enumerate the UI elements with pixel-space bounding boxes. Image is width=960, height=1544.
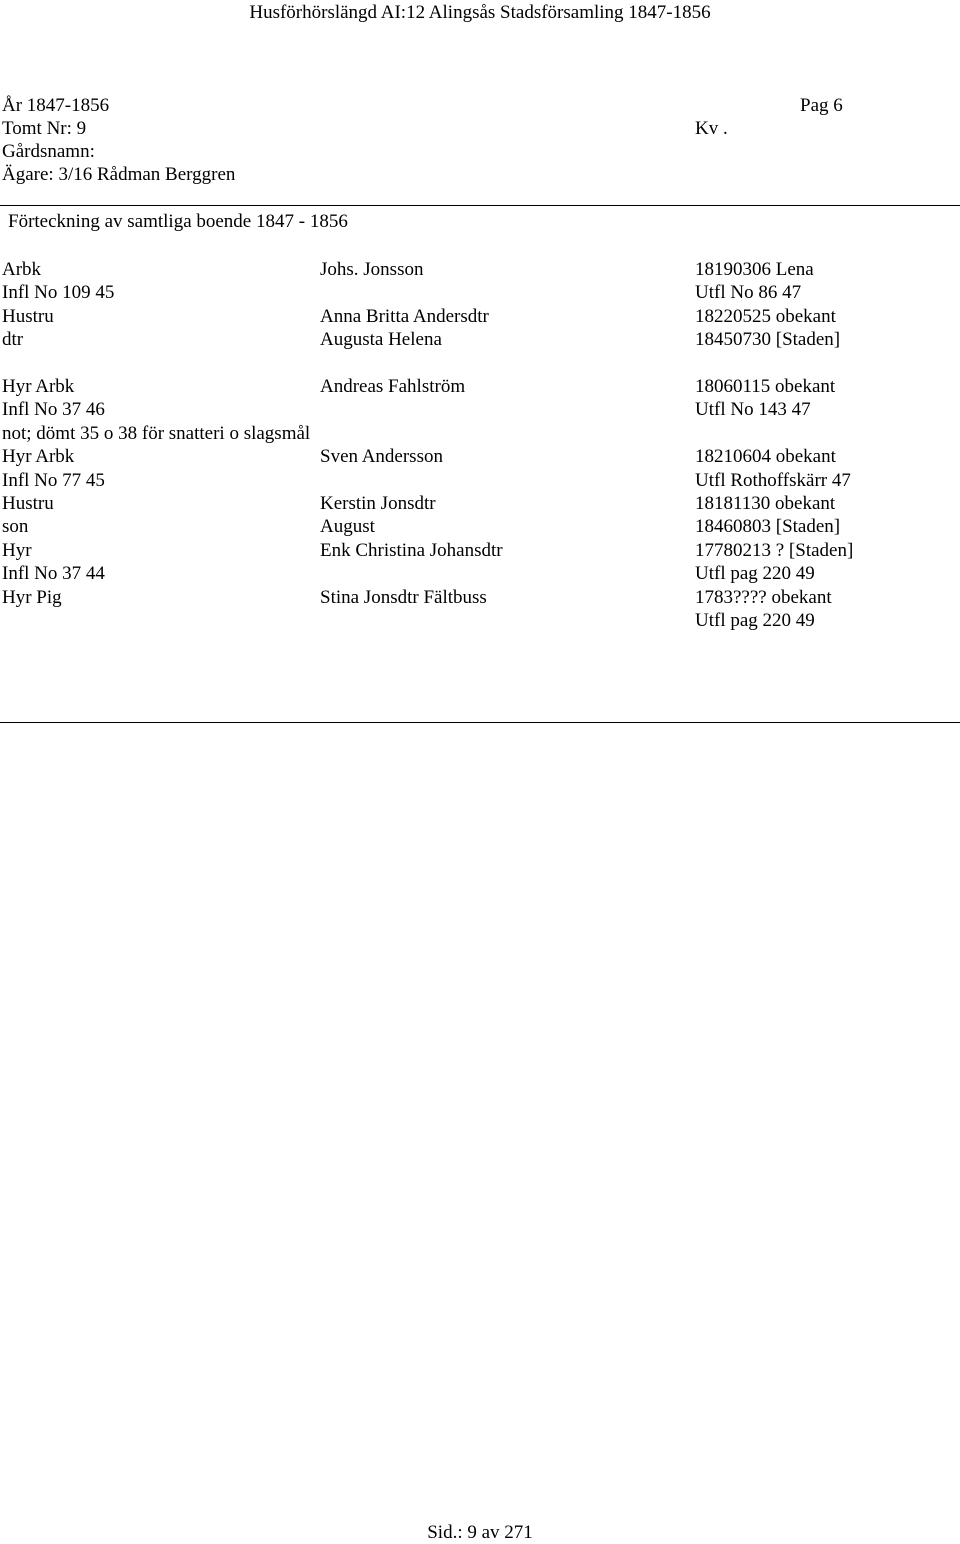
date-cell: 18220525 obekant [695,305,836,327]
name-cell: Andreas Fahlström [320,376,466,397]
role-cell: Hyr [2,539,32,561]
top-divider [0,205,960,206]
role-cell: Infl No 77 45 [2,469,105,491]
name-cell: Johs. Jonsson [320,259,424,280]
list-item [0,328,960,351]
list-item [0,398,960,421]
name-cell: Stina Jonsdtr Fältbuss [320,586,487,608]
list-item [0,281,960,304]
name-cell: Kerstin Jonsdtr [320,493,436,514]
date-cell: Utfl pag 220 49 [695,563,815,585]
year-range: År 1847-1856 [2,95,110,116]
date-cell: Utfl No 86 47 [695,282,802,304]
name-cell: Augusta Helena [320,329,442,351]
name-cell: Anna Britta Andersdtr [320,305,489,327]
list-item [0,422,960,445]
list-item [0,375,960,398]
section-title: Förteckning av samtliga boende 1847 - 1856 [8,211,348,232]
list-item [0,539,960,562]
list-item [0,445,960,468]
date-cell: Utfl pag 220 49 [695,610,815,631]
role-cell: Hustru [2,305,54,327]
kvarter: Kv . [695,118,728,139]
name-cell: Enk Christina Johansdtr [320,539,503,561]
role-cell: Hyr Arbk [2,376,75,397]
role-cell: Infl No 37 46 [2,399,105,421]
role-cell: dtr [2,329,24,351]
document-title: Husförhörslängd AI:12 Alingsås Stadsförsamling 1847-1856 [249,2,711,23]
role-cell: Arbk [2,259,42,280]
list-item [0,586,960,609]
page-footer: Sid.: 9 av 271 [427,1522,533,1543]
date-cell: 18060115 obekant [695,376,836,397]
date-cell: 17780213 ? [Staden] [695,539,854,561]
list-item [0,515,960,538]
role-cell: Hyr Arbk [2,446,75,468]
tomt-number: Tomt Nr: 9 [2,118,87,139]
list-item [0,609,960,632]
date-cell: 18460803 [Staden] [695,516,841,538]
page-number: Pag 6 [800,95,843,116]
role-cell: Infl No 37 44 [2,563,105,585]
role-cell: Hustru [2,493,54,514]
list-item [0,258,960,281]
date-cell: 18190306 Lena [695,259,814,280]
date-cell: Utfl No 143 47 [695,399,811,421]
role-cell: Infl No 109 45 [2,282,115,304]
date-cell: 18181130 obekant [695,493,836,514]
role-cell: son [2,516,29,538]
role-cell: not; dömt 35 o 38 för snatteri o slagsmål [2,422,311,444]
list-item [0,562,960,585]
gardsnamn: Gårdsnamn: [2,141,95,162]
name-cell: August [320,516,375,538]
list-item [0,492,960,515]
list-item [0,469,960,492]
date-cell: Utfl Rothoffskärr 47 [695,469,851,491]
date-cell: 18210604 obekant [695,446,836,468]
role-cell: Hyr Pig [2,586,62,608]
owner: Ägare: 3/16 Rådman Berggren [2,164,236,185]
date-cell: 18450730 [Staden] [695,329,841,351]
name-cell: Sven Andersson [320,446,443,468]
bottom-divider [0,722,960,723]
date-cell: 1783???? obekant [695,586,832,608]
list-item [0,352,960,375]
list-item [0,305,960,328]
